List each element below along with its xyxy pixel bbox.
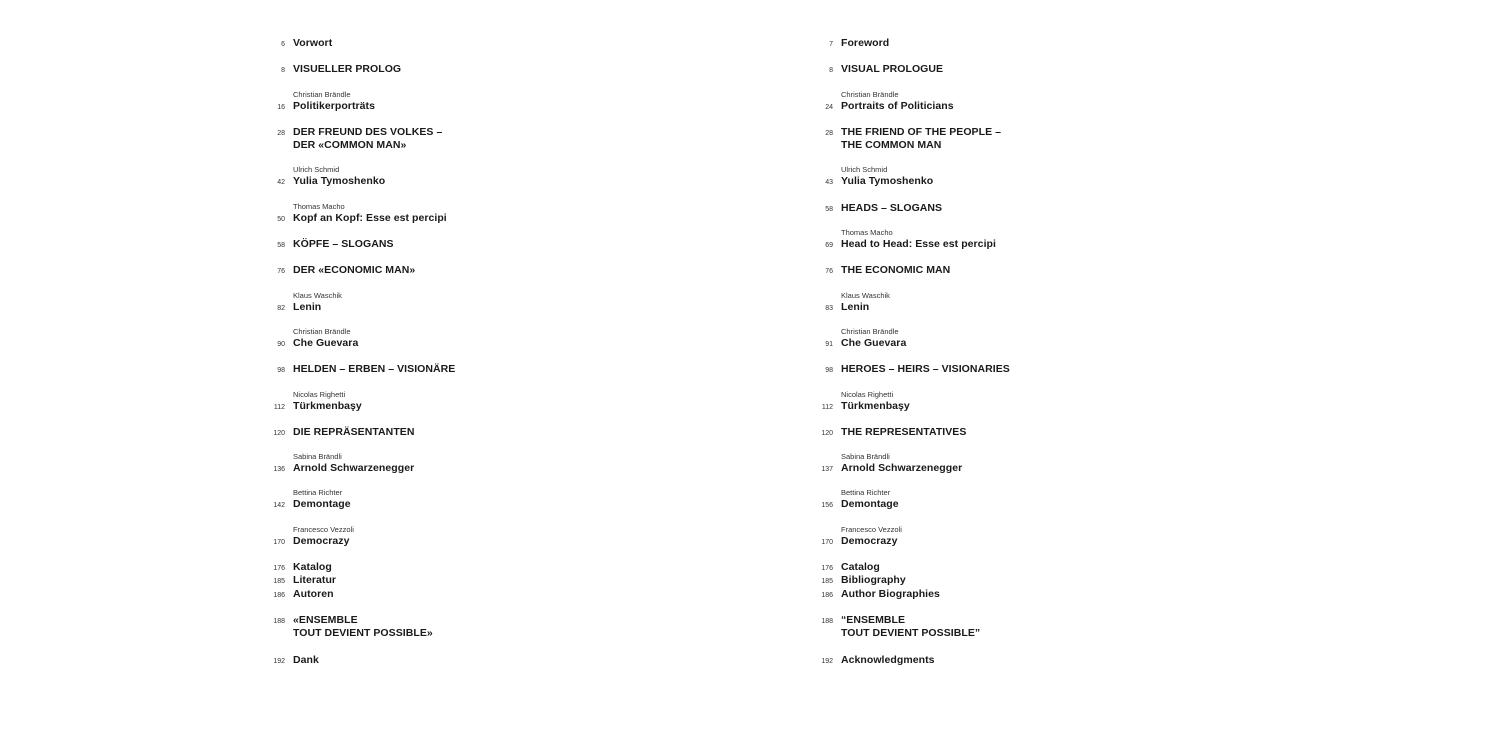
toc-entry-author: Francesco Vezzoli [841,524,902,534]
toc-entry [812,126,1292,153]
toc-entry [264,126,744,153]
toc-entry-title: Lenin [293,300,322,313]
toc-entry-line [264,462,744,475]
toc-page-number: 156 [821,502,833,510]
toc-entry-line [264,337,744,350]
toc-page-number: 176 [821,565,833,573]
toc-entry-line [264,301,744,314]
toc-page-number: 76 [825,268,833,276]
toc-page-number: 192 [273,657,285,665]
toc-entry [812,37,1292,50]
toc-page-number: 8 [829,67,833,75]
toc-entry-line [812,574,1292,587]
toc-entry [264,574,744,587]
toc-entry-line [812,588,1292,601]
toc-entry-author: Christian Brändle [841,326,899,336]
toc-entry-author: Christian Brändle [841,89,899,99]
toc-entry-title: VISUELLER PROLOG [293,63,402,76]
toc-page-number: 176 [273,565,285,573]
toc-entry-author: Thomas Macho [841,228,893,238]
toc-entry-author: Bettina Richter [841,488,891,498]
toc-entry [264,588,744,601]
toc-entry-line [812,462,1292,475]
toc-page-number: 120 [821,429,833,437]
toc-entry [812,63,1292,76]
toc-entry-title: DER «ECONOMIC MAN» [293,264,416,277]
toc-entry-title: Yulia Tymoshenko [293,175,386,188]
toc-entry-line [264,561,744,574]
toc-entry-title: DER FREUND DES VOLKES – DER «COMMON MAN» [293,125,443,152]
toc-column-english [812,37,1292,680]
toc-entry [264,63,744,76]
toc-entry-author: Thomas Macho [293,201,345,211]
toc-entry-line [812,426,1292,439]
toc-entry-line [812,37,1292,50]
toc-page-number: 58 [825,205,833,213]
toc-entry-line [264,63,744,76]
toc-entry-line [812,202,1292,215]
toc-entry [264,291,744,314]
toc-entry-line [264,588,744,601]
toc-entry-line [812,400,1292,413]
toc-entry-title: Literatur [293,574,337,587]
toc-entry-line [264,212,744,225]
toc-entry-title: Katalog [293,561,332,574]
toc-entry [264,165,744,188]
toc-entry-title: Author Biographies [841,587,940,600]
toc-entry-line [264,100,744,113]
toc-entry [812,588,1292,601]
toc-entry [812,291,1292,314]
toc-entry-title: «ENSEMBLE TOUT DEVIENT POSSIBLE» [293,613,433,640]
toc-entry-author: Klaus Waschik [841,290,890,300]
toc-entry-title: Lenin [841,300,870,313]
toc-entry-title: Politikerporträts [293,99,375,112]
toc-entry [812,614,1292,641]
toc-entry-title: Türkmenbaşy [293,399,362,412]
toc-entry [264,238,744,251]
toc-entry-line [264,238,744,251]
toc-entry-line [264,654,744,667]
toc-page-number: 185 [821,578,833,586]
toc-entry-line [264,363,744,376]
toc-column-german [264,37,744,680]
toc-page-number: 58 [277,242,285,250]
toc-entry-title: Bibliography [841,574,906,587]
toc-entry-title: HEROES – HEIRS – VISIONARIES [841,363,1010,376]
toc-entry [264,488,744,511]
toc-page-number: 91 [825,340,833,348]
toc-entry-line [264,535,744,548]
toc-entry-line [264,614,744,641]
toc-entry [812,228,1292,251]
toc-entry-line [264,264,744,277]
toc-entry [812,90,1292,113]
toc-entry-line [812,238,1292,251]
toc-entry-line [812,264,1292,277]
toc-entry-line [812,535,1292,548]
toc-entry-line [812,363,1292,376]
toc-page-number: 98 [825,367,833,375]
toc-page-number: 186 [273,591,285,599]
toc-entry [264,390,744,413]
toc-entry-line [264,126,744,153]
toc-entry-line [264,574,744,587]
toc-entry [812,390,1292,413]
toc-entry-title: Che Guevara [841,336,907,349]
toc-entry-line [264,498,744,511]
toc-entry-line [264,400,744,413]
toc-entry [264,452,744,475]
toc-page-number: 43 [825,179,833,187]
toc-page-number: 170 [273,538,285,546]
toc-page-number: 137 [821,466,833,474]
toc-entry [812,165,1292,188]
toc-entry-line [812,337,1292,350]
toc-page-number: 82 [277,304,285,312]
toc-entry-title: Vorwort [293,37,333,49]
toc-entry-title: Head to Head: Esse est percipi [841,238,996,251]
toc-entry-title: VISUAL PROLOGUE [841,63,944,76]
toc-page-number: 28 [277,129,285,137]
toc-entry [264,654,744,667]
toc-entry [812,426,1292,439]
toc-entry-author: Klaus Waschik [293,290,342,300]
toc-entry-title: Che Guevara [293,336,359,349]
toc-page-number: 136 [273,466,285,474]
toc-entry-title: Democrazy [293,534,350,547]
toc-page-number: 76 [277,268,285,276]
toc-page-number: 120 [273,429,285,437]
toc-entry [812,525,1292,548]
toc-entry [264,614,744,641]
toc-page-number: 112 [821,403,833,411]
toc-page-number: 188 [821,617,833,625]
toc-entry-title: Portraits of Politicians [841,99,954,112]
toc-entry-author: Christian Brändle [293,326,351,336]
toc-entry [264,426,744,439]
toc-page-number: 24 [825,103,833,111]
toc-entry-line [812,498,1292,511]
toc-entry [812,488,1292,511]
toc-entry-line [812,100,1292,113]
toc-entry-author: Sabina Brändli [841,452,890,462]
toc-page-number: 142 [273,502,285,510]
toc-entry-title: THE ECONOMIC MAN [841,264,951,277]
toc-entry-line [264,37,744,50]
toc-entry-line [812,175,1292,188]
toc-page-number: 28 [825,129,833,137]
toc-entry-title: THE FRIEND OF THE PEOPLE – THE COMMON MAN [841,125,1001,152]
toc-entry-title: Yulia Tymoshenko [841,175,934,188]
toc-entry [264,363,744,376]
toc-page-number: 188 [273,617,285,625]
toc-entry-line [264,175,744,188]
toc-entry-author: Christian Brändle [293,89,351,99]
toc-page-number: 42 [277,179,285,187]
toc-entry [264,525,744,548]
toc-page-number: 90 [277,340,285,348]
toc-entry-title: KÖPFE – SLOGANS [293,238,394,251]
toc-entry [264,37,744,50]
toc-page-number: 83 [825,304,833,312]
toc-page-number: 170 [821,538,833,546]
toc-entry-title: Acknowledgments [841,653,935,666]
toc-entry [264,90,744,113]
toc-entry-title: Democrazy [841,534,898,547]
toc-entry-title: Autoren [293,587,334,600]
toc-entry [812,202,1292,215]
toc-entry-title: Arnold Schwarzenegger [293,462,415,475]
toc-entry-author: Francesco Vezzoli [293,524,354,534]
toc-entry-line [812,301,1292,314]
toc-entry [812,561,1292,574]
toc-page-number: 6 [281,41,285,48]
toc-page-number: 98 [277,367,285,375]
toc-entry-title: “ENSEMBLE TOUT DEVIENT POSSIBLE” [841,613,981,640]
toc-entry-author: Nicolas Righetti [293,389,346,399]
toc-entry-line [812,126,1292,153]
toc-page-number: 186 [821,591,833,599]
toc-entry-title: THE REPRESENTATIVES [841,425,967,438]
toc-entry-title: Demontage [841,498,899,511]
toc-page-number: 185 [273,578,285,586]
toc-entry-title: DIE REPRÄSENTANTEN [293,425,415,438]
toc-entry-title: Dank [293,653,319,666]
toc-entry-line [812,561,1292,574]
toc-entry-author: Nicolas Righetti [841,389,894,399]
toc-entry-title: Türkmenbaşy [841,399,910,412]
toc-entry-title: HELDEN – ERBEN – VISIONÄRE [293,363,456,376]
toc-entry-line [812,654,1292,667]
toc-entry [812,327,1292,350]
toc-entry [812,363,1292,376]
toc-entry [264,561,744,574]
toc-page-number: 7 [829,41,833,48]
toc-page-number: 50 [277,215,285,223]
toc-entry-author: Ulrich Schmid [293,165,340,175]
toc-entry-title: Catalog [841,561,880,574]
toc-page-number: 16 [277,103,285,111]
toc-entry [812,654,1292,667]
toc-entry-line [812,614,1292,641]
toc-entry-line [812,63,1292,76]
toc-entry-title: Foreword [841,37,890,49]
toc-page-number: 69 [825,242,833,250]
toc-entry [812,264,1292,277]
toc-entry-author: Bettina Richter [293,488,343,498]
toc-entry-author: Sabina Brändli [293,452,342,462]
toc-entry-author: Ulrich Schmid [841,165,888,175]
toc-entry [812,574,1292,587]
toc-page-number: 112 [273,403,285,411]
toc-entry [264,327,744,350]
toc-entry [264,264,744,277]
toc-entry-title: Kopf an Kopf: Esse est percipi [293,211,447,224]
toc-entry-title: HEADS – SLOGANS [841,201,943,214]
toc-entry-title: Arnold Schwarzenegger [841,462,963,475]
toc-entry-title: Demontage [293,498,351,511]
toc-entry [264,202,744,225]
toc-entry [812,452,1292,475]
toc-page-number: 8 [281,67,285,75]
toc-page-number: 192 [821,657,833,665]
toc-entry-line [264,426,744,439]
